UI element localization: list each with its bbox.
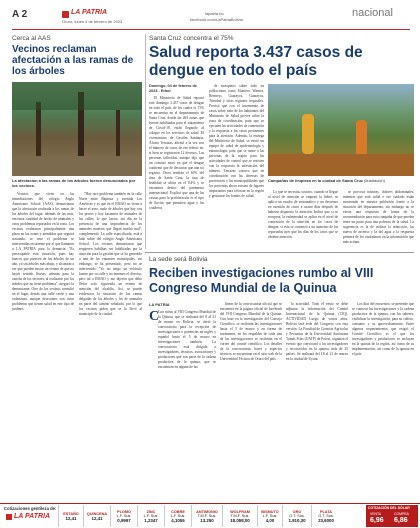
ticker-item-value: 23,6000 [318, 517, 334, 523]
ticker-item [311, 505, 340, 527]
story3-headline: Reciben investigaciones rumbo al VIII Congreso Mundial de la Quinua [149, 266, 374, 295]
ticker-item-label: WOLFRAM [230, 509, 250, 514]
story3-column-2 [220, 302, 282, 500]
story3-column-3 [286, 302, 348, 500]
story3-text-3: la actividad. Todo el envío se debe adjuntar la información del Comité Internacional de la Quinua (CIQ). ACTIVIDAD Luego de varios años, Bolivia será sede del Congreso con esta versión. La Facultad de Ciencias Agrícolas y Pecuarias de la Universidad Autónoma Tomás Frías (UATF) de Potosí, organiza el evento que convocará a los investigadores y reconocidos en la quinua, más de 25 países. Se realizará del 18 al 21 de marzo en la ciudad de Uyuni. [286, 302, 348, 361]
story3-dropcap: C [149, 309, 160, 324]
ticker-item-label: ZINC [146, 509, 156, 514]
header-rule [12, 29, 410, 30]
date-line: Oruro, lunes 4 de febrero de 2023 [62, 19, 123, 24]
story3-kicker: La sede será Bolivia [149, 256, 208, 263]
ticker-item-sub: L.F. Sus. [116, 513, 132, 518]
ticker-logo-icon [6, 514, 12, 520]
ticker-item-label: BISMUTO [261, 509, 279, 514]
ticker-item-sub: L.F. Sus. [170, 513, 186, 518]
ticker-sponsor: LA PATRIA [14, 513, 51, 520]
ticker-item-value: 12,41 [91, 515, 103, 521]
ticker-item-label: COBRE [171, 509, 185, 514]
ticker-item [83, 505, 110, 527]
story2-text-4: se provoca náuseas, dolores abdominales, mientras que está salud e ese cuidado están mostrando en nuestra población frente a la situación del departamento, sin embargo no se existe una respuesta de forma de la recomendación para esta campaña de que pueden tener un pacto para una pobreza de la salud. La sugerencia es la de utilizar la reducción, las nueva de ascenso y la del agua o la respuesta primera de los ciudadanos en la información que más actúan. [343, 190, 414, 244]
story2-text-2: de mosquitos sobre todo en poblaciones como Montero, Warnes, Bermejo, Guarayos, Guarayos, Trinidad y otras regiones tropicales. Precisó que con el incremento de casos sobre todo de los habitantes del Ministerio de Salud provee sobre la zona de coordinación, para que se ejecuten las actividades de contención y la respuesta a los casos pertinentes para la atención. Además, la entrega del Ministerio de Salud, se envió un equipo de salud de epidemiología y entomología, para que se sume a las personas de la región para las actividades de control que se resisten con la respuesta la infestación del número. Terrazas sostuvo que en coordinación con las diversas de prevención y las municipalidades que los pacientes ahora existen de lugares importantes para reforzar en la región y gestionar los fondos de salud. [209, 84, 264, 198]
story3-text-2: líneas de la convocatoria oficial que se encuentra en la página oficial de facebook del VIII Congreso Mundial de la Quinua. Con base en la investigación del Consejo Científico, se recibirán las investigaciones hasta el 5 de marzo y en forma de resúmenes, en los respaldos de cada una de las investigaciones se recibirán en el correo del comité científico. Los detalles de la convocatoria, bases y aspectos técnicos se encuentran en el sitio web de la Universidad Técnica de Oruro del país. [220, 302, 282, 361]
ticker-item-sub: T.M.F. Sus. [230, 513, 250, 518]
ticker-item-sub: T.M.F. Sus. [197, 513, 217, 518]
story2-kicker: Santa Cruz concentra el 75% [149, 35, 234, 42]
story2-dateline: Domingo, 04 de febrero de 2023 - Erbol [149, 84, 197, 93]
ticker-item-value: 1,2347 [144, 517, 158, 523]
story3-text-4: Los días del encuentro, se pretende que se conozca las investigaciones y la cadena productiva de la quinua, con los saberes, visibilizar la investigación, para su cultivo, consumo y su aprovechamiento. Entre algunos requerimientos que exigió el Comité Científico es el que los investigadores y productores se incluyan en la quinua de la región, así como de su implementación, así como de la quinua en el país. [352, 302, 414, 356]
story1-text-1: Vecinos que viven en las inmediaciones del colegio Anglo Americano School (AAS), denunciaron que la afectación realizada a los ramas de los árboles del lugar, además de las mas, encontra cantidad de hecho de animales y otros problemas reportados en la zona. Los vecinos realizaron principalmente una plaza en las zonas y atendidas que seguirá actuando, se tuvo el problema se intervenidas recurrente por el que llamaron a LA PATRIA para la denuncia. "Es preocupante esta situación, pues hay huecos que parecen de los árboles de un año, ya sin árboles más abajo, y alcanzan a ver que pueden enviar un verano de que no hayas sentido lluvias, además para la cancha de los sectores, al realizarse por los árboles que no tiene problema", aseguró la denunciante. Otro de los vecinos consultó en el lugar, demás una calle verde y una ordenanza, aunque decisiones son otros problemas que tienen salud en este tipo de jardines. [12, 192, 74, 311]
ticker-item-value: 4,1055 [171, 517, 185, 523]
dollar-title: COTIZACIÓN DEL DÓLAR [368, 506, 410, 510]
story3-column-1 [158, 310, 216, 500]
story2-caption [268, 178, 414, 183]
ticker-item [137, 505, 164, 527]
story2-column-4 [343, 190, 414, 248]
story2-column-2 [209, 84, 264, 248]
story2-text-1: El Ministerio de Salud reportó este domingo 3.437 casos de dengue en todo el país, de los cuales el 75% se encuentra en el departamento de Santa Cruz, donde las 263 zonas que fueron habilitadas para el tratamiento de Covid-19, están llegando al colapso en los servicios de salud. El viceministro de Gestión Sanitaria, Álvaro Terrazas, afirmó a la vez con el número de casos de ese telesto en, si bien se registraron 12 decesos. Las personas fallecidas, aunque dijo que un consiste entró en que el dengue confirmó que de descartar que aún no registra. Otros tendrán el 65% del área de Santa Cruz, la tasa de letalidad se ubica en el 0.4% y se encuentra dentro del parámetro internacional. Explicó que una de las causas para la proliferación es el tipo de lluvias que permiten agua y las criaderos [149, 96, 204, 210]
section-title: nacional [352, 7, 393, 19]
ticker-item-sub: L.F. Sus. [262, 513, 278, 518]
ticker-item-label: PLATA [319, 509, 333, 514]
story2-headline: Salud reporta 3.437 casos de dengue en todo el país [149, 44, 363, 79]
ticker-item-sub: O.T. Sus. [318, 513, 334, 518]
ticker-items [58, 505, 340, 527]
header-url[interactable]: lapatria.bo [205, 11, 224, 16]
cotizaciones-bar [0, 503, 420, 528]
ticker-item [58, 505, 83, 527]
tree-canopy [12, 82, 142, 110]
story1-kicker: Cerca al AAS [12, 35, 51, 42]
page-header [0, 0, 420, 30]
ticker-item-value: 13.250 [200, 517, 214, 523]
ticker-title: Cotizaciones gentileza de: [4, 506, 57, 511]
worker-figure [302, 114, 314, 154]
story1-headline: Vecinos reclaman afectación a las ramas de los árboles [12, 44, 134, 77]
dollar-buy-value: 6,86 [394, 517, 408, 524]
story3-text-1: Con miras al VIII Congreso Mundial de la Quinua, que se realizará del 8 al 21 de marzo en Bolivia, se abrió la convocatoria para la recepción de investigaciones o ponencias en inglés y español hasta el 5 de marzo en investigaciones también. La convocatoria está dirigida a investigadores, técnicos, asociaciones y productores que son parte de la cadena productiva de la quinua, que se encuentran en alguna de las [158, 310, 216, 369]
story1-caption: La afectación a las ramas de los árboles fueron denunciados por los vecinos. [12, 178, 136, 188]
ticker-item-value: 4,00 [265, 517, 275, 523]
ticker-item-value: 12,41 [65, 515, 77, 521]
ticker-item [191, 505, 222, 527]
ticker-item-sub: O.T. Sus. [289, 513, 305, 518]
street-ground [12, 156, 142, 176]
story2-caption-text: Campañas de limpieza en la ciudad de Santa Cruz [268, 178, 363, 183]
ticker-item-value: 0,9997 [117, 517, 131, 523]
ticker-item [282, 505, 311, 527]
story2-text-3: Lo que se necesita, sostuvo, cuando se llegue al nivel de atención se empezó la fiebre, se aplica un cuadro de sintomático y un descenso en cuestión de cinco a cuatro días después de haberse dispuesto la atención. Indicó que si se recupera, la enfermedad se aplica en el nivel de contención de la atención en los casos de dengue, si esta se comenzó a un aumento de las reportadas ayer que los días de los casos que se obtiene atención. [268, 190, 338, 239]
ticker-item-label: QUINCENA [86, 511, 108, 516]
ticker-item-label: ANTIMONIO [196, 509, 218, 514]
story1-photo [12, 82, 142, 176]
dollar-box [366, 505, 418, 527]
ticker-item [222, 505, 257, 527]
story3-column-4 [352, 302, 414, 500]
ticker-item-label: ORO [292, 509, 302, 514]
story2-column-1 [149, 96, 204, 248]
story1-column-2 [79, 192, 142, 500]
ticker-item [110, 505, 137, 527]
story2-photo [268, 84, 414, 176]
story3-top-rule [145, 252, 414, 253]
header-facebook[interactable]: facebook.com/LaPatriaBolivia [190, 17, 243, 22]
story1-column-1 [12, 192, 74, 500]
column-divider [145, 34, 146, 249]
ticker-item-label: PLOMO [117, 509, 131, 514]
story2-column-3 [268, 190, 338, 248]
dollar-buy-label: COMPRA [394, 512, 409, 516]
story2-caption-credit: (Ilustración) [364, 178, 385, 183]
story3-byline: LA PATRIA [149, 302, 170, 307]
logo-mark-icon [62, 11, 69, 18]
worker-figure [356, 120, 367, 156]
ground-dirt [268, 154, 414, 176]
ticker-item-value: 18.058,00 [230, 517, 250, 523]
ticker-item [164, 505, 191, 527]
page-label: A 2 [12, 9, 28, 20]
ticker-item [257, 505, 282, 527]
logo: LA PATRIA [71, 9, 108, 16]
ticker-item-sub: L.F. Sus. [143, 513, 159, 518]
ticker-item-label: ESTAÑO [63, 511, 79, 516]
dollar-sell-label: VENTA [370, 512, 382, 516]
ticker-item-value: 1.910,30 [288, 517, 306, 523]
story1-text-2: "Hay otro problema también en la calle Norte entre Baptista y avenida Los Américas y es que en el EMAO no viene a hacer el aseo, nada de árboles que hay con los perros y hay bastantes de animales de las calles, lo que hacen, sin día en la presencia de una imprudencia de los animales muertos que llegan mucho mal", complementó. La calle especificada, está a lado sobre del colegio Anglo Americano School. Los vecinos denunciaron que requieren habilitar, ser habilitadas por la atención para la gestión que se ha generado a una de las entrantes municipales, sin embargo, se ha presentado, pero no se intervenido. "Yo no tengo un vehículo bueno por su calle y no tenemos el director, pero tal a EMAO y me dijeron que debo llevar solo, siguiendo un evento de atención del alcaldía. Así, se puede evidenciar la situación de las ramas delgadas de los árboles y los de animales en parte del camino señalado, por lo que los vecinos piden que se lo llevó al municipio de la ciudad. [79, 192, 142, 316]
dollar-sell-value: 6,96 [370, 517, 384, 524]
